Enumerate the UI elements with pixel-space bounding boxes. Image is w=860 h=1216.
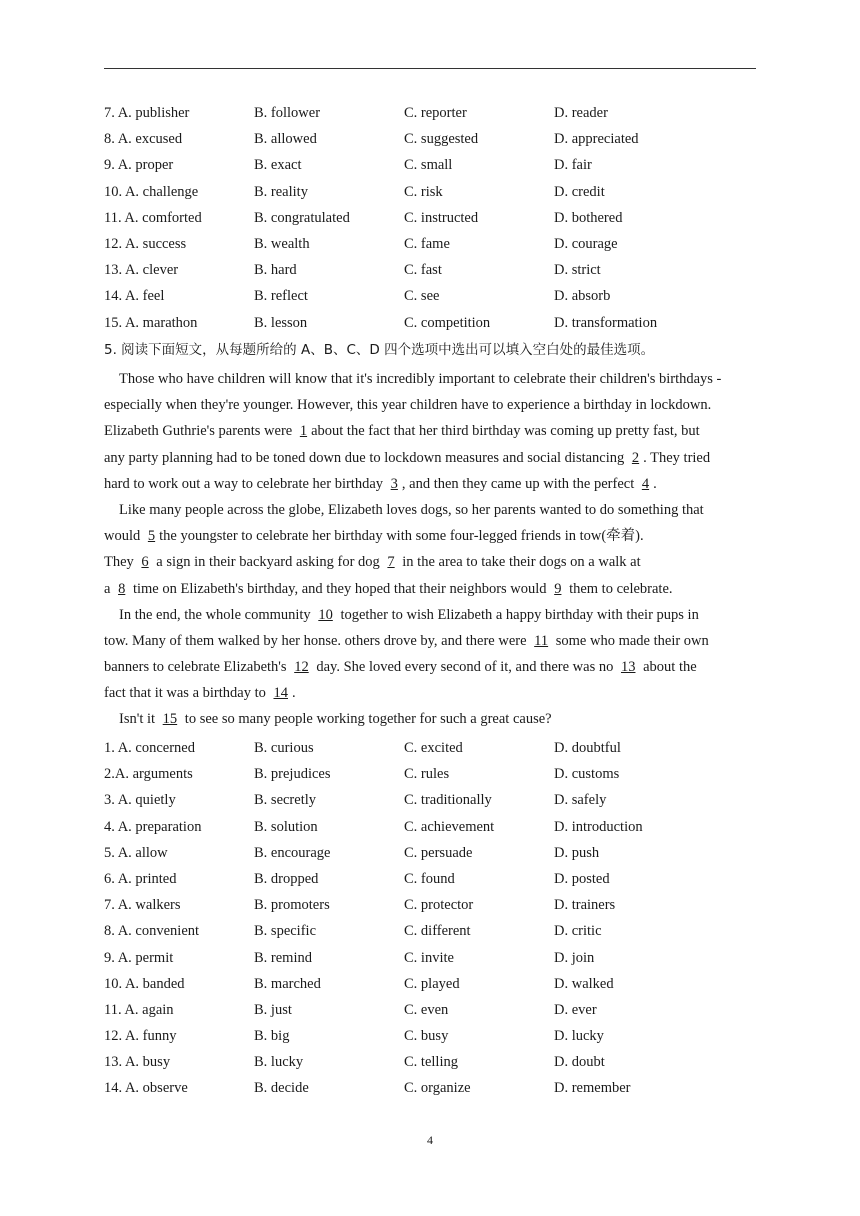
option-c: C. reporter bbox=[404, 105, 467, 121]
option-d: D. doubtful bbox=[554, 740, 621, 756]
option-c: C. risk bbox=[404, 183, 443, 200]
passage-line: Isn't it 15 to see so many people working together for such a great cause? bbox=[104, 706, 760, 732]
blank-7: 7 bbox=[387, 554, 395, 571]
option-c: C. different bbox=[404, 923, 471, 940]
blank-10: 10 bbox=[318, 606, 333, 623]
option-d: D. safely bbox=[554, 792, 607, 809]
option-d: D. appreciated bbox=[554, 131, 639, 148]
option-d: D. courage bbox=[554, 235, 618, 252]
passage-line: Those who have children will know that it's incredibly important to celebrate their children's birthdays - bbox=[119, 371, 722, 387]
option-row bbox=[104, 735, 764, 761]
option-row bbox=[104, 945, 764, 971]
option-a: 7. A. walkers bbox=[104, 897, 181, 914]
option-c: C. even bbox=[404, 1001, 449, 1018]
option-b: B. allowed bbox=[254, 131, 317, 148]
options-block-b bbox=[104, 735, 764, 1102]
option-row bbox=[104, 840, 764, 866]
option-b: B. secretly bbox=[254, 792, 317, 809]
option-a: 14. A. observe bbox=[104, 1080, 188, 1097]
option-d: D. posted bbox=[554, 870, 610, 887]
option-a: 12. A. success bbox=[104, 235, 187, 252]
passage-line: hard to work out a way to celebrate her birthday 3 , and then they came up with the perfect 4 . bbox=[104, 471, 760, 497]
option-b: B. big bbox=[254, 1028, 290, 1045]
option-a: 11. A. comforted bbox=[104, 209, 202, 226]
option-a: 15. A. marathon bbox=[104, 314, 198, 331]
option-c: C. suggested bbox=[404, 131, 479, 148]
option-a: 5. A. allow bbox=[104, 844, 168, 861]
options-block-a bbox=[104, 100, 764, 336]
blank-15: 15 bbox=[162, 711, 178, 728]
option-c: C. instructed bbox=[404, 209, 479, 226]
passage-line: Elizabeth Guthrie's parents were 1 about the fact that her third birthday was coming up pretty fast, but bbox=[104, 418, 760, 444]
option-b: B. remind bbox=[254, 949, 312, 966]
option-b: B. prejudices bbox=[254, 766, 331, 783]
option-a: 4. A. preparation bbox=[104, 818, 202, 835]
option-d: D. critic bbox=[554, 923, 602, 940]
option-a: 8. A. excused bbox=[104, 131, 183, 148]
option-row bbox=[104, 971, 764, 997]
passage-line: banners to celebrate Elizabeth's 12 day. She loved every second of it, and there was no 13 about the bbox=[104, 654, 760, 680]
option-row bbox=[104, 310, 764, 336]
blank-14: 14 bbox=[273, 685, 288, 702]
option-d: D. reader bbox=[554, 105, 608, 121]
passage-line: They 6 a sign in their backyard asking for dog 7 in the area to take their dogs on a walk at bbox=[104, 549, 760, 575]
blank-9: 9 bbox=[554, 580, 562, 597]
option-row bbox=[104, 866, 764, 892]
passage-line: any party planning had to be toned down due to lockdown measures and social distancing 2 . They tried bbox=[104, 445, 760, 471]
option-d: D. introduction bbox=[554, 818, 643, 835]
option-row bbox=[104, 761, 764, 787]
option-row bbox=[104, 205, 764, 231]
passage-line: tow. Many of them walked by her honse. others drove by, and there were 11 some who made their own bbox=[104, 628, 760, 654]
option-b: B. specific bbox=[254, 923, 317, 940]
option-a: 8. A. convenient bbox=[104, 923, 200, 940]
option-d: D. push bbox=[554, 844, 600, 861]
option-a: 11. A. again bbox=[104, 1001, 174, 1018]
passage-line: fact that it was a birthday to 14 . bbox=[104, 680, 760, 706]
option-d: D. credit bbox=[554, 183, 605, 200]
option-c: C. small bbox=[404, 157, 453, 174]
option-b: B. lesson bbox=[254, 314, 308, 331]
option-b: B. just bbox=[254, 1001, 292, 1018]
blank-5: 5 bbox=[147, 528, 156, 545]
option-row bbox=[104, 283, 764, 309]
option-a: 14. A. feel bbox=[104, 288, 165, 305]
option-a: 7. A. publisher bbox=[104, 105, 190, 121]
option-d: D. strict bbox=[554, 262, 601, 279]
passage-line: especially when they're younger. However, this year children have to experience a birthday in lockdown. bbox=[104, 397, 712, 414]
option-a: 3. A. quietly bbox=[104, 792, 176, 809]
option-row bbox=[104, 179, 764, 205]
option-a: 10. A. banded bbox=[104, 975, 185, 992]
option-d: D. customs bbox=[554, 766, 620, 783]
option-c: C. busy bbox=[404, 1028, 449, 1045]
blank-12: 12 bbox=[294, 659, 309, 676]
blank-4: 4 bbox=[641, 475, 650, 492]
option-c: C. persuade bbox=[404, 844, 473, 861]
option-b: B. reflect bbox=[254, 288, 308, 305]
option-d: D. ever bbox=[554, 1001, 597, 1018]
option-row bbox=[104, 997, 764, 1023]
option-row bbox=[104, 1075, 764, 1101]
passage-line: would 5 the youngster to celebrate her birthday with some four-legged friends in tow(牵着). bbox=[104, 523, 760, 549]
option-row bbox=[104, 126, 764, 152]
option-a: 12. A. funny bbox=[104, 1028, 177, 1045]
option-c: C. traditionally bbox=[404, 792, 492, 809]
blank-6: 6 bbox=[141, 554, 149, 571]
option-row bbox=[104, 918, 764, 944]
option-a: 6. A. printed bbox=[104, 870, 177, 887]
option-c: C. fame bbox=[404, 235, 450, 252]
option-c: C. found bbox=[404, 870, 455, 887]
passage-line: In the end, the whole community 10 together to wish Elizabeth a happy birthday with their pups in bbox=[104, 602, 760, 628]
option-b: B. follower bbox=[254, 105, 321, 121]
option-a: 10. A. challenge bbox=[104, 183, 199, 200]
option-c: C. fast bbox=[404, 262, 442, 279]
blank-13: 13 bbox=[620, 659, 636, 676]
option-d: D. doubt bbox=[554, 1054, 605, 1071]
blank-1: 1 bbox=[299, 423, 308, 440]
option-row bbox=[104, 152, 764, 178]
option-c: C. rules bbox=[404, 766, 450, 783]
option-b: B. reality bbox=[254, 183, 308, 200]
option-c: C. played bbox=[404, 975, 460, 992]
option-row bbox=[104, 787, 764, 813]
option-row bbox=[104, 1023, 764, 1049]
option-c: C. achievement bbox=[404, 818, 495, 835]
option-a: 13. A. busy bbox=[104, 1054, 171, 1071]
option-d: D. fair bbox=[554, 157, 592, 174]
option-b: B. promoters bbox=[254, 897, 330, 914]
option-b: B. curious bbox=[254, 740, 314, 756]
header-rule bbox=[104, 68, 756, 69]
option-c: C. see bbox=[404, 288, 440, 305]
option-b: B. exact bbox=[254, 157, 302, 174]
blank-8: 8 bbox=[118, 580, 126, 597]
option-d: D. transformation bbox=[554, 314, 658, 331]
blank-2: 2 bbox=[631, 449, 640, 466]
option-d: D. bothered bbox=[554, 209, 623, 226]
option-b: B. hard bbox=[254, 262, 297, 279]
option-a: 9. A. proper bbox=[104, 157, 174, 174]
option-a: 1. A. concerned bbox=[104, 740, 195, 756]
option-b: B. decide bbox=[254, 1080, 309, 1097]
option-row bbox=[104, 1049, 764, 1075]
option-b: B. marched bbox=[254, 975, 321, 992]
passage-line: a 8 time on Elizabeth's birthday, and they hoped that their neighbors would 9 them to celebrate. bbox=[104, 576, 760, 602]
option-b: B. dropped bbox=[254, 870, 319, 887]
option-row bbox=[104, 814, 764, 840]
option-b: B. encourage bbox=[254, 844, 331, 861]
option-c: C. invite bbox=[404, 949, 454, 966]
option-b: B. solution bbox=[254, 818, 318, 835]
option-row bbox=[104, 257, 764, 283]
blank-3: 3 bbox=[390, 475, 398, 492]
option-b: B. congratulated bbox=[254, 209, 350, 226]
passage-line: Like many people across the globe, Elizabeth loves dogs, so her parents wanted to do something that bbox=[119, 501, 704, 518]
option-d: D. lucky bbox=[554, 1028, 604, 1045]
option-row bbox=[104, 231, 764, 257]
option-c: C. excited bbox=[404, 740, 463, 756]
option-row bbox=[104, 100, 764, 126]
option-d: D. absorb bbox=[554, 288, 611, 305]
section-heading: 5. 阅读下面短文，从每题所给的 A、B、C、D 四个选项中选出可以填入空白处的最佳选项。 bbox=[104, 342, 655, 358]
option-a: 13. A. clever bbox=[104, 262, 179, 279]
option-row bbox=[104, 892, 764, 918]
option-d: D. trainers bbox=[554, 897, 616, 914]
option-a: 2.A. arguments bbox=[104, 766, 193, 783]
option-c: C. organize bbox=[404, 1080, 471, 1097]
page-number: 4 bbox=[427, 1133, 433, 1147]
option-b: B. wealth bbox=[254, 235, 310, 252]
blank-11: 11 bbox=[534, 632, 549, 649]
option-a: 9. A. permit bbox=[104, 949, 174, 966]
option-c: C. competition bbox=[404, 314, 491, 331]
option-d: D. remember bbox=[554, 1080, 631, 1097]
option-d: D. join bbox=[554, 949, 595, 966]
option-d: D. walked bbox=[554, 975, 614, 992]
option-c: C. telling bbox=[404, 1054, 458, 1071]
option-b: B. lucky bbox=[254, 1054, 304, 1071]
option-c: C. protector bbox=[404, 897, 474, 914]
passage bbox=[104, 366, 760, 733]
